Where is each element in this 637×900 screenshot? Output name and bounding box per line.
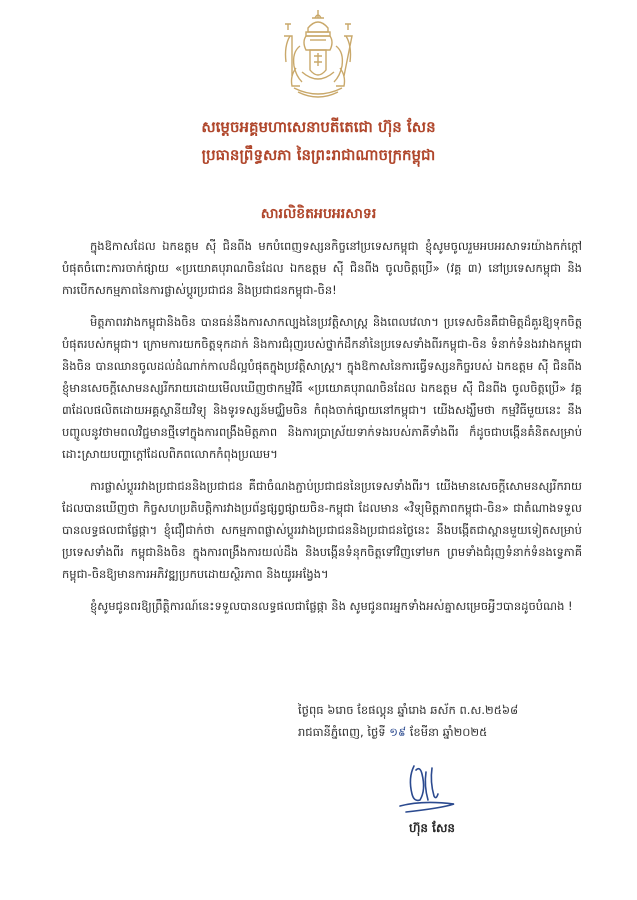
solar-date-suffix: ខែមីនា ឆ្នាំ២០២៥: [409, 725, 488, 739]
solar-date: [298, 721, 598, 743]
paragraph: ក្នុងឱកាសដែល ឯកឧត្តម ស៊ី ជិនពីង មកបំពេញទស្សនកិច្ចនៅប្រទេសកម្ពុជា ខ្ញុំសូមចូលរួមអបអរសាទរយ៉ាងកក់ក្តៅបំផុតចំពោះការចាក់ផ្សាយ «ប្រយោគបុរាណចិនដែល ឯកឧត្តម ស៊ី ជិនពីង ចូលចិត្តប្រើ» (វគ្គ ៣) នៅប្រទេសកម្ពុជា និងការបើកសកម្មភាពនៃការផ្លាស់ប្តូរប្រជាជន និងប្រជាជនកម្ពុជា-ចិន!: [62, 239, 582, 297]
lunar-date: ថ្ងៃពុធ ៦រោច ខែផល្គុន ឆ្នាំរោង ឆស័ក ព.ស.២៥៦៨: [298, 703, 519, 717]
letter-body: [62, 235, 582, 627]
solar-date-prefix: រាជធានីភ្នំពេញ, ថ្ងៃទី: [298, 725, 386, 739]
header-subtitle: ប្រធានព្រឹទ្ធសភា នៃព្រះរាជាណាចក្រកម្ពុជា: [201, 146, 436, 164]
paragraph: ខ្ញុំសូមជូនពរឱ្យព្រឹត្តិការណ៍នេះទទួលបានលទ្ធផលជាផ្លែផ្កា និង សូមជូនពរអ្នកទាំងអស់គ្នាសម្រេចអ្វីៗបានដូចបំណង !: [90, 599, 573, 613]
signatory-name: ហ៊ុន សែន: [408, 821, 456, 835]
handwritten-signature-icon: [392, 760, 462, 818]
solar-date-day: ១៩: [389, 725, 407, 739]
header-title: សម្តេចអគ្គមហាសេនាបតីតេជោ ហ៊ុន សែន: [201, 118, 436, 136]
date-block: [298, 699, 598, 743]
letter-title: សារលិខិតអបអរសាទរ: [260, 206, 377, 222]
royal-arms-emblem-icon: [272, 6, 364, 102]
paragraph: ការផ្លាស់ប្តូររវាងប្រជាជននិងប្រជាជន គឺជាចំណងភ្ជាប់ប្រជាជននៃប្រទេសទាំងពីរ។ យើងមានសេចក្តីសោមនស្សរីករាយដែលបានឃើញថា កិច្ចសហប្រតិបត្តិការវាងប្រព័ន្ធផ្សព្វផ្សាយចិន-កម្ពុជា ដែលមាន «វិទ្យុមិត្តភាពកម្ពុជា-ចិន» ជាតំណាងទទួលបានលទ្ធផលជាផ្លែផ្កា។ ខ្ញុំជឿជាក់ថា សកម្មភាពផ្លាស់ប្តូររវាងប្រជាជននិងប្រជាជនថ្ងៃនេះ នឹងបង្កើតជាស្ពានមួយទៀតសម្រាប់ប្រទេសទាំងពីរ កម្ពុជានិងចិន ក្នុងការពង្រឹងការយល់ដឹង និងបង្កើនទំនុកចិត្តទៅវិញទៅមក ព្រមទាំងជំរុញទំនាក់ទំនងទ្វេភាគី កម្ពុជា-ចិនឱ្យមានការអភិវឌ្ឍប្រកបដោយស្ថិរភាព និងយូរអង្វែង។: [62, 479, 582, 581]
paragraph: មិត្តភាពរវាងកម្ពុជានិងចិន បានធន់នឹងការសាកល្បងនៃប្រវត្តិសាស្ត្រ និងពេលវេលា។ ប្រទេសចិនគឺជាមិត្តដ៏គួរឱ្យទុកចិត្តបំផុតរបស់កម្ពុជា។ ក្រោមការយកចិត្តទុកដាក់ និងការជំរុញរបស់ថ្នាក់ដឹកនាំនៃប្រទេសទាំងពីរកម្ពុជា-ចិន ទំនាក់ទំនងរវាងកម្ពុជានិងចិន បានឈានចូលដល់ដំណាក់កាលដ៏ល្អបំផុតក្នុងប្រវត្តិសាស្ត្រ។ ក្នុងឱកាសនៃការធ្វើទស្សនកិច្ចរបស់ ឯកឧត្តម ស៊ី ជិនពីង ខ្ញុំមានសេចក្តីសោមនស្សរីករាយដោយមើលឃើញថាកម្មវិធី «ប្រយោគបុរាណចិនដែល ឯកឧត្តម ស៊ី ជិនពីង ចូលចិត្តប្រើ» វគ្គ ៣ដែលផលិតដោយអគ្គស្ថានីយវិទ្យុ និងទូរទស្សន៍មជ្ឈិមចិន កំពុងចាក់ផ្សាយនៅកម្ពុជា។ យើងសង្ឃឹមថា កម្មវិធីមួយនេះ នឹងបញ្ចូលនូវថាមពលវិជ្ជមានថ្មីទៅក្នុងការពង្រឹងមិត្តភាព និងការប្រាស្រ័យទាក់ទងរបស់ភាគីទាំងពីរ ក៏ដូចជាបង្កើនគំនិតសម្រាប់ដោះស្រាយបញ្ហាក្តៅដែលពិភពលោកកំពុងប្រឈម។: [62, 315, 582, 461]
